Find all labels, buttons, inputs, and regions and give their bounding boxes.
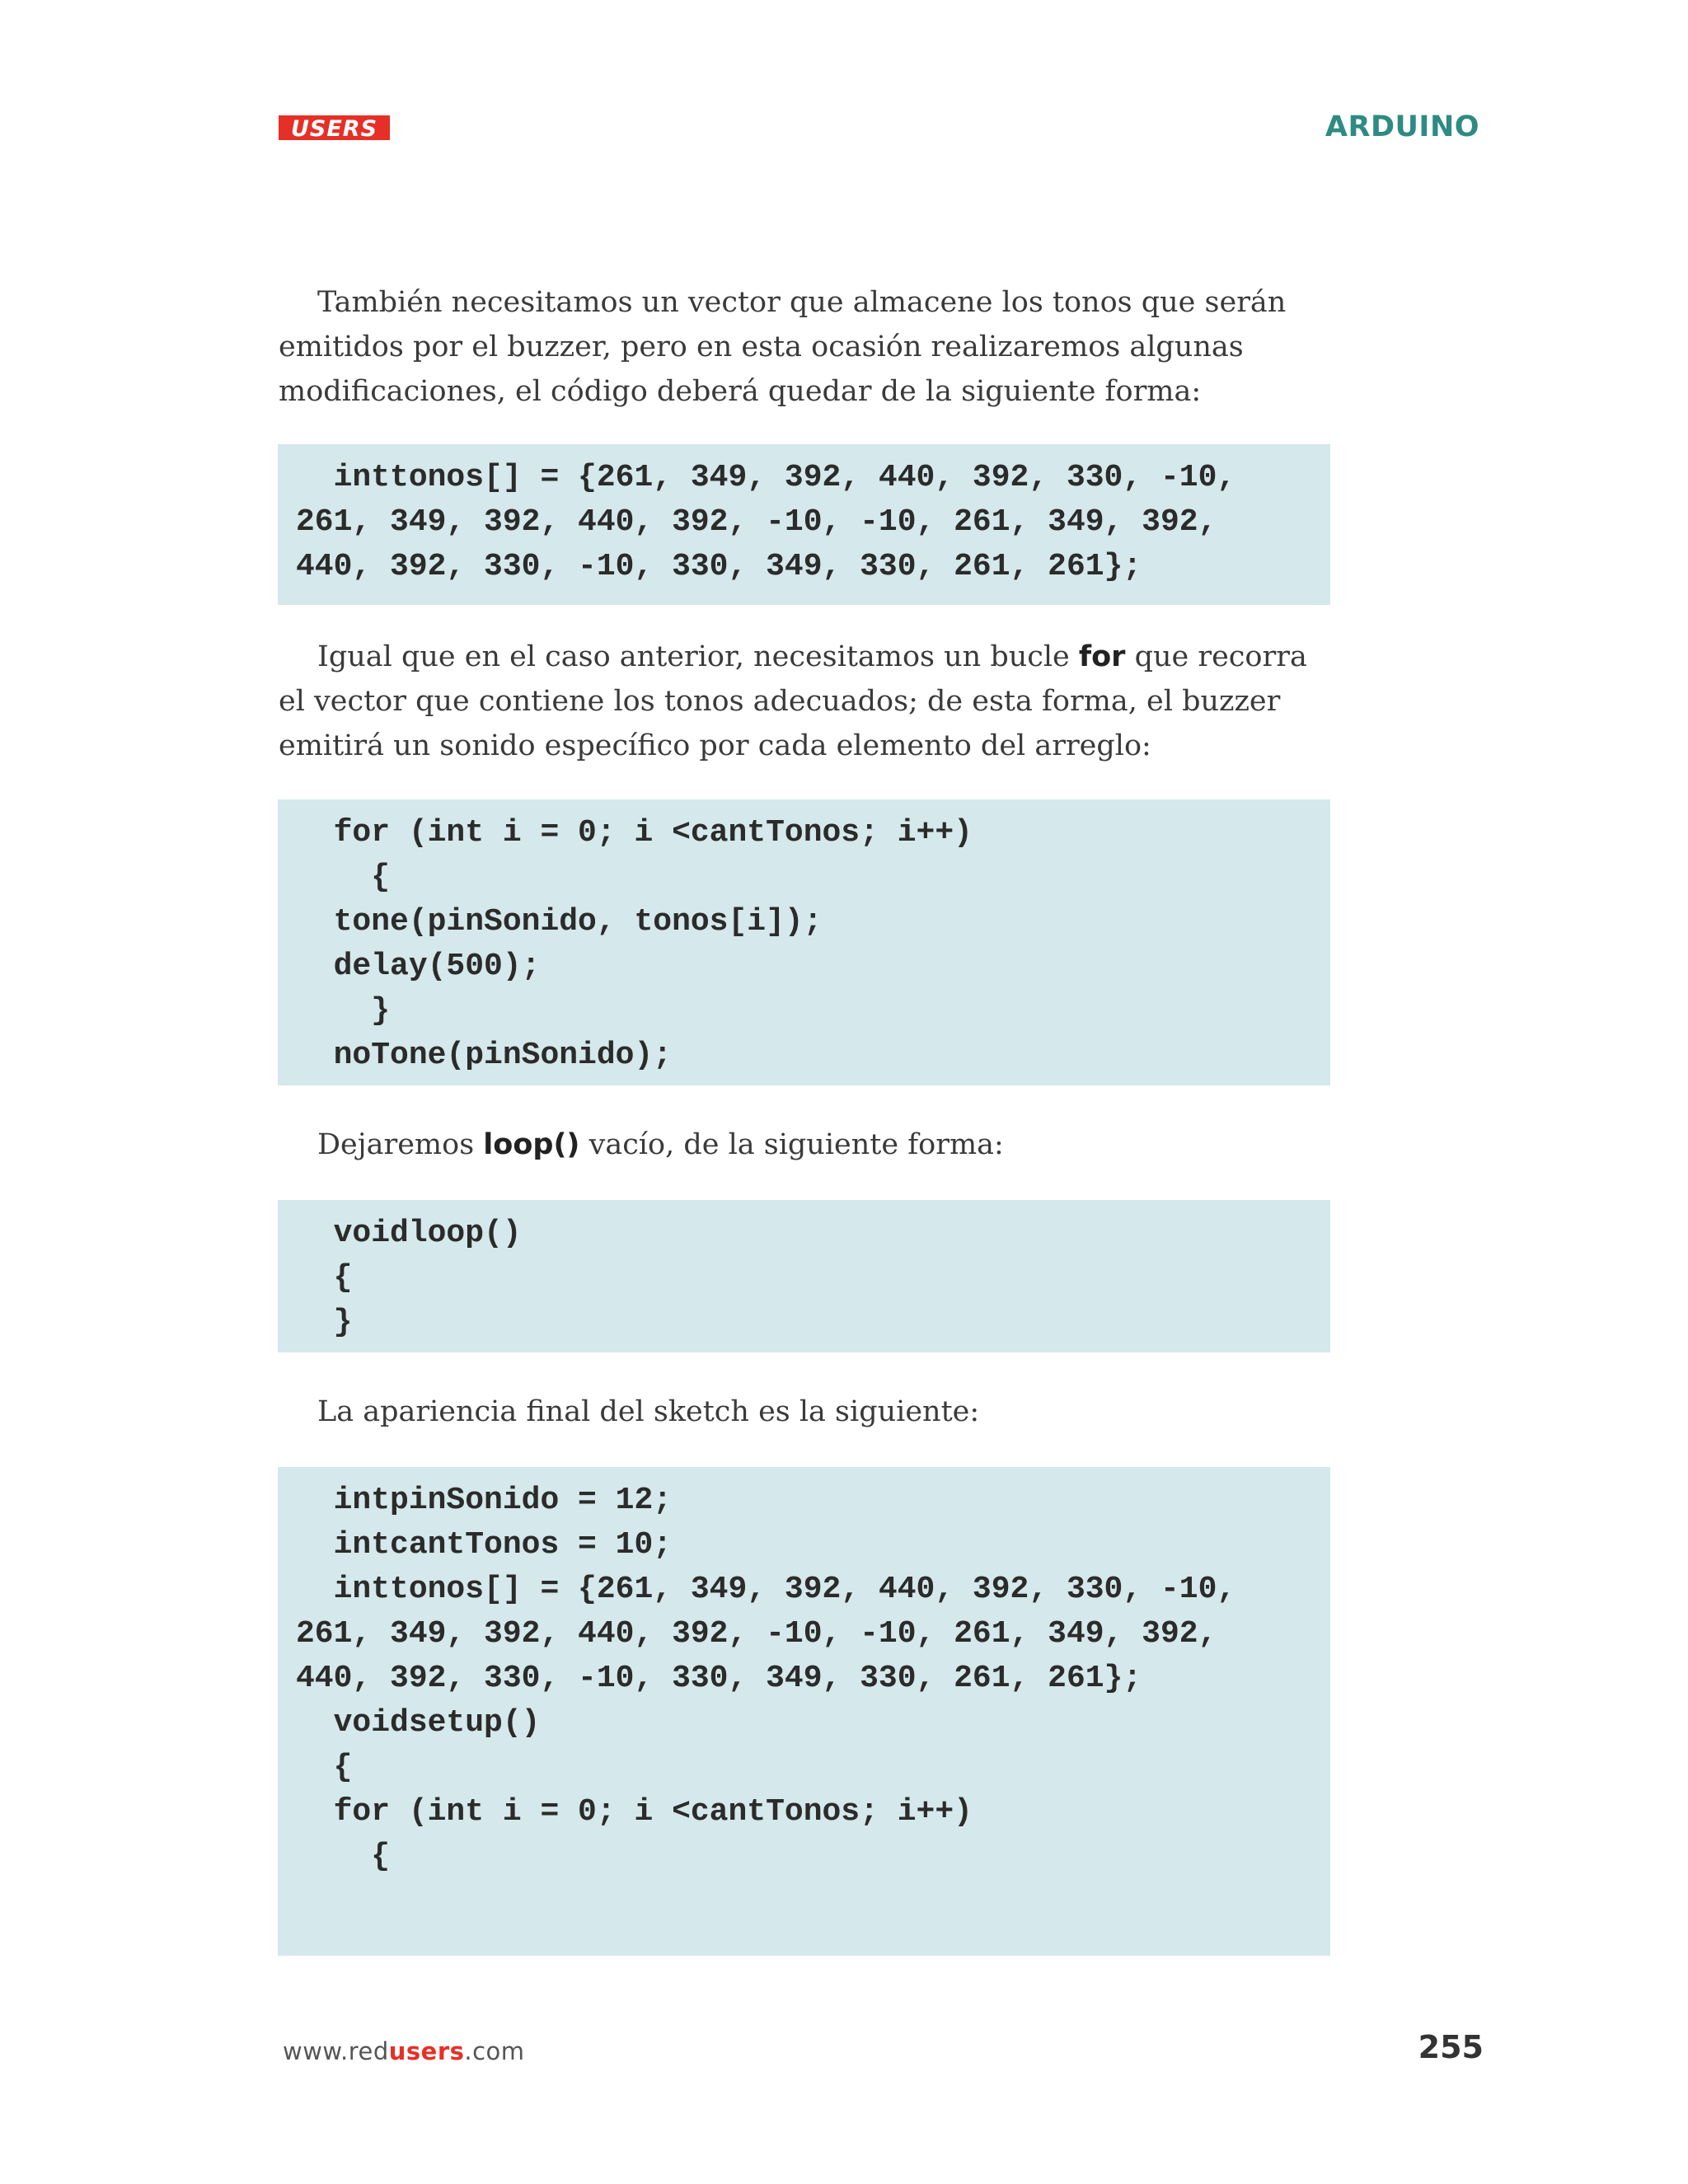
code-line: { <box>296 860 391 895</box>
code-block-for-loop <box>278 799 1330 1085</box>
code-block-tonos-array <box>278 444 1330 605</box>
paragraph-line: modificaciones, el código deberá quedar de la siguiente forma: <box>279 375 1202 408</box>
inline-keyword-loop: loop() <box>483 1128 580 1161</box>
users-logo: USERS <box>279 115 390 140</box>
code-line: voidloop() <box>296 1216 522 1251</box>
paragraph-intro-vector <box>279 280 1350 414</box>
paragraph-loop-empty <box>279 1122 1350 1167</box>
url-prefix: www.red <box>283 2037 389 2065</box>
code-line: 440, 392, 330, -10, 330, 349, 330, 261, 261}; <box>296 549 1142 584</box>
code-line: inttonos[] = {261, 349, 392, 440, 392, 330, -10, <box>296 1572 1236 1607</box>
code-line: 261, 349, 392, 440, 392, -10, -10, 261, 349, 392, <box>296 1616 1217 1652</box>
footer-website-link[interactable] <box>283 2037 525 2065</box>
code-line: } <box>296 993 391 1029</box>
code-line: for (int i = 0; i <cantTonos; i++) <box>296 815 973 851</box>
paragraph-final-sketch <box>279 1390 1350 1434</box>
text-segment: que recorra <box>1125 640 1307 673</box>
inline-keyword-for: for <box>1078 640 1126 673</box>
code-line: for (int i = 0; i <cantTonos; i++) <box>296 1794 973 1830</box>
section-title: ARDUINO <box>1325 110 1479 143</box>
text-segment: vacío, de la siguiente forma: <box>579 1128 1004 1161</box>
code-line: 440, 392, 330, -10, 330, 349, 330, 261, 261}; <box>296 1661 1142 1696</box>
paragraph-line: emitirá un sonido específico por cada elemento del arreglo: <box>279 729 1151 762</box>
code-line: tone(pinSonido, tonos[i]); <box>296 904 823 940</box>
code-line: intpinSonido = 12; <box>296 1483 673 1518</box>
url-suffix: .com <box>464 2037 525 2065</box>
text-segment: Igual que en el caso anterior, necesitamos un bucle <box>317 640 1079 673</box>
code-line: 261, 349, 392, 440, 392, -10, -10, 261, 349, 392, <box>296 504 1217 540</box>
url-brand: users <box>388 2037 465 2065</box>
paragraph-line: emitidos por el buzzer, pero en esta ocasión realizaremos algunas <box>279 330 1244 363</box>
code-block-void-loop <box>278 1200 1330 1352</box>
page-number: 255 <box>1418 2029 1484 2065</box>
code-line: { <box>296 1839 391 1874</box>
paragraph-for-loop <box>279 635 1350 768</box>
paragraph-line <box>279 1122 1350 1167</box>
paragraph-line <box>279 635 1350 679</box>
code-line: delay(500); <box>296 949 541 984</box>
paragraph-line: el vector que contiene los tonos adecuados; de esta forma, el buzzer <box>279 685 1281 718</box>
code-line: voidsetup() <box>296 1705 541 1741</box>
text-segment: Dejaremos <box>317 1128 484 1161</box>
code-line: { <box>296 1750 353 1785</box>
code-line: noTone(pinSonido); <box>296 1038 673 1073</box>
code-line: { <box>296 1260 353 1296</box>
code-line: intcantTonos = 10; <box>296 1527 673 1563</box>
code-block-final-sketch <box>278 1467 1330 1956</box>
paragraph-line: También necesitamos un vector que almacene los tonos que serán <box>317 286 1287 319</box>
code-line: } <box>296 1305 353 1340</box>
paragraph-line: La apariencia final del sketch es la siguiente: <box>317 1395 980 1428</box>
code-line: inttonos[] = {261, 349, 392, 440, 392, 330, -10, <box>296 460 1236 495</box>
